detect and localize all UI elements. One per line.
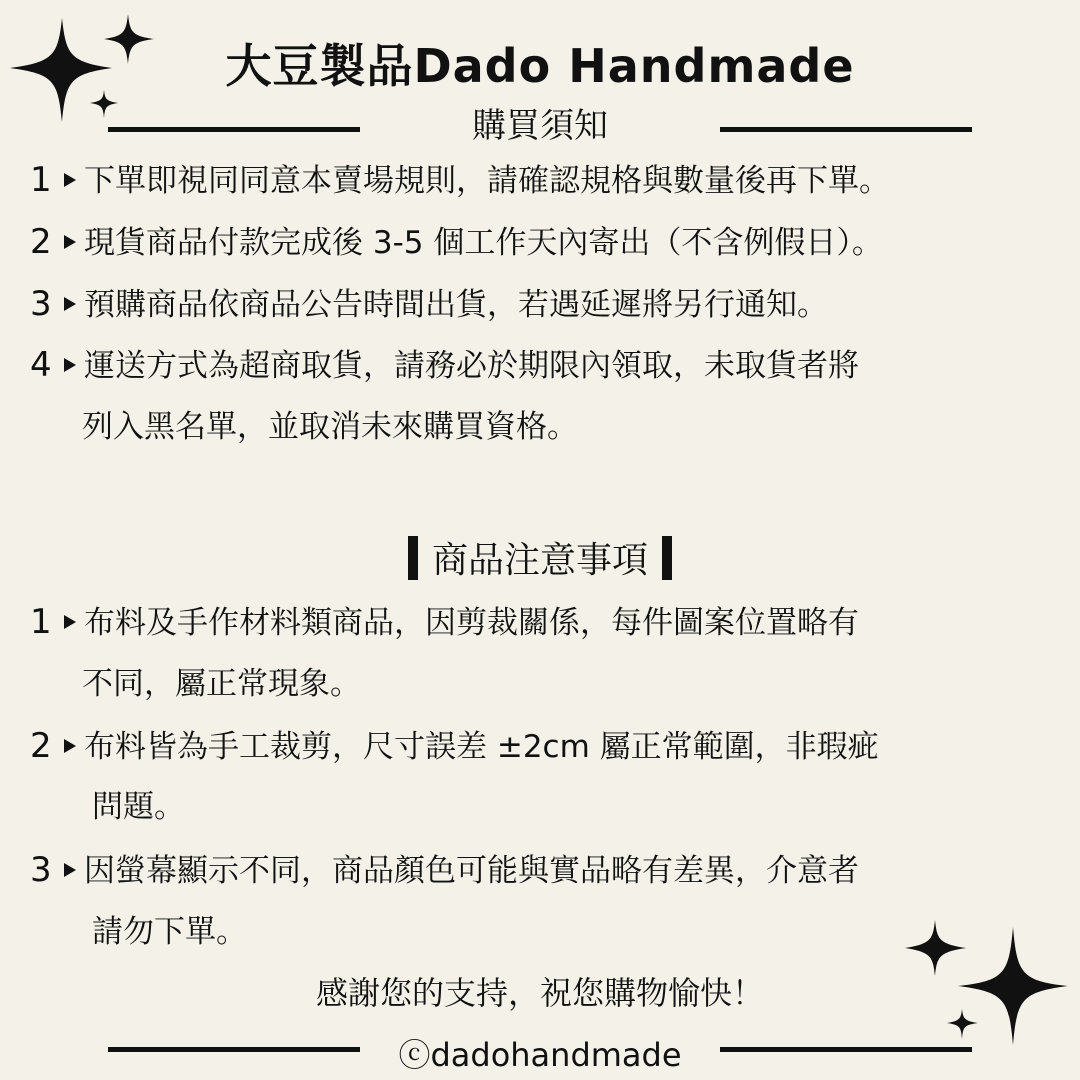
section-heading-text: 商品注意事項 [431,540,648,581]
item-text-continued: 列入黑名單，並取消未來購買資格。 [82,409,578,445]
note-item [30,726,879,767]
triangle-bullet-icon [64,358,76,372]
item-number: 2 [30,726,52,766]
divider-right [720,127,972,132]
item-number: 3 [30,284,52,324]
item-text: 運送方式為超商取貨，請務必於期限內領取，未取貨者將 [84,348,859,384]
note-item [30,850,859,891]
page-title: 大豆製品Dado Handmade [225,39,855,93]
heading-bar-right [662,536,672,580]
footer-divider-right [720,1047,972,1052]
rule-item [30,345,859,386]
triangle-bullet-icon [64,863,76,877]
note-item [30,602,859,643]
triangle-bullet-icon [64,297,76,311]
thanks-message: 感謝您的支持，祝您購物愉快！ [315,974,764,1012]
rule-item [30,160,890,201]
item-number: 3 [30,850,52,890]
item-text: 預購商品依商品公告時間出貨，若遇延遲將另行通知。 [84,287,828,323]
item-text-continued: 不同，屬正常現象。 [82,666,361,702]
triangle-bullet-icon [64,173,76,187]
section-heading [0,532,1080,583]
item-text: 布料皆為手工裁剪，尺寸誤差 ±2cm 屬正常範圍，非瑕疵 [84,729,879,765]
triangle-bullet-icon [64,739,76,753]
item-number: 1 [30,160,52,200]
item-text: 布料及手作材料類商品，因剪裁關係，每件圖案位置略有 [84,605,859,641]
item-text-continued: 請勿下單。 [92,914,247,950]
triangle-bullet-icon [64,235,76,249]
page-subtitle: 購買須知 [472,106,608,146]
item-number: 2 [30,222,52,262]
item-text: 下單即視同同意本賣場規則，請確認規格與數量後再下單。 [84,163,890,199]
item-number: 4 [30,345,52,385]
rule-item [30,222,883,263]
triangle-bullet-icon [64,615,76,629]
item-number: 1 [30,602,52,642]
rule-item [30,284,828,325]
item-text-continued: 問題。 [92,789,185,825]
item-text: 因螢幕顯示不同，商品顏色可能與實品略有差異，介意者 [84,853,859,889]
heading-bar-left [408,536,418,580]
divider-left [108,127,360,132]
item-text: 現貨商品付款完成後 3-5 個工作天內寄出（不含例假日）。 [84,225,883,261]
brand-handle: ⓒdadohandmade [398,1036,682,1074]
